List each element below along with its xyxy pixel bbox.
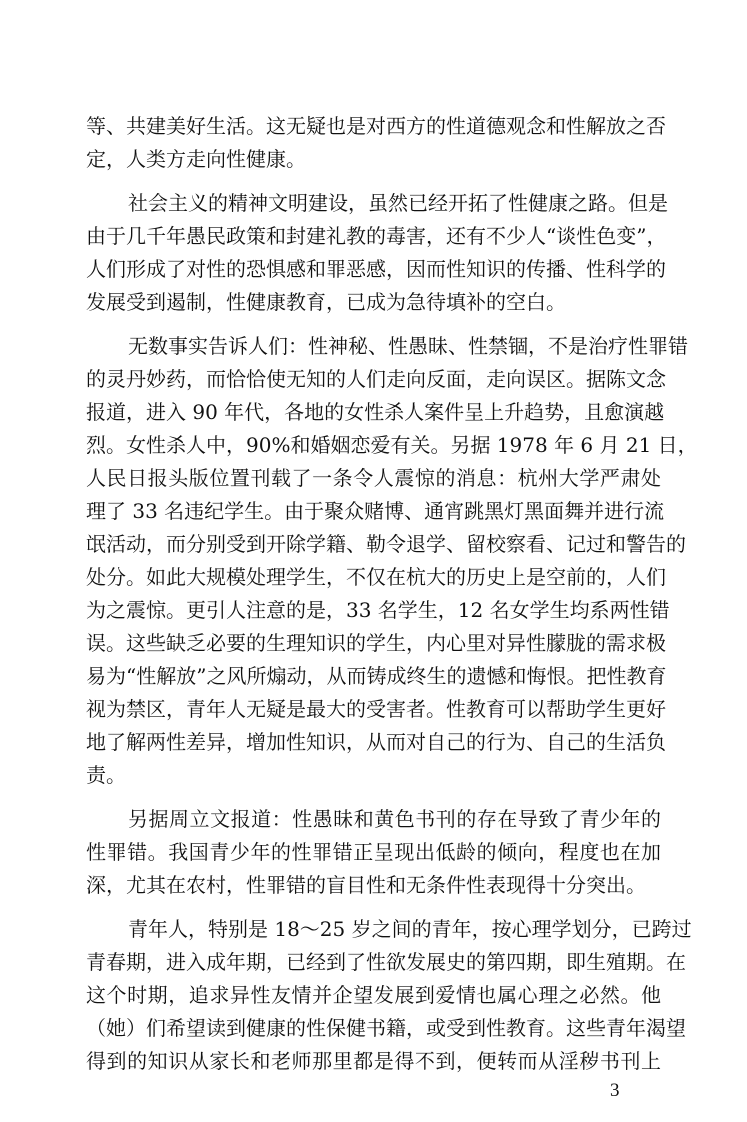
text-line: 烈。女性杀人中，90%和婚姻恋爱有关。另据 1978 年 6 月 21 日， (86, 433, 698, 457)
text-line: 深，尤其在农村，性罪错的盲目性和无条件性表现得十分突出。 (86, 873, 646, 897)
text-line: 另据周立文报道：性愚昧和黄色书刊的存在导致了青少年的 (128, 807, 661, 831)
text-line: 发展受到遏制，性健康教育，已成为急待填补的空白。 (86, 290, 566, 314)
text-line: 得到的知识从家长和老师那里都是得不到，便转而从淫秽书刊上 (86, 1049, 661, 1073)
text-line: 为之震惊。更引人注意的是，33 名学生，12 名女学生均系两性错 (86, 598, 670, 622)
paragraph (86, 187, 668, 319)
text-line: 性罪错。我国青少年的性罪错正呈现出低龄的倾向，程度也在加 (86, 840, 661, 864)
text-line: 视为禁区，青年人无疑是最大的受害者。性教育可以帮助学生更好 (86, 697, 666, 721)
paragraph (86, 913, 692, 1078)
paragraph (86, 110, 666, 176)
text-line: 误。这些缺乏必要的生理知识的学生，内心里对异性朦胧的需求极 (86, 631, 666, 655)
paragraph (86, 803, 661, 902)
text-line: 无数事实告诉人们：性神秘、性愚昧、性禁锢，不是治疗性罪错 (128, 334, 688, 358)
paragraph (86, 330, 698, 792)
text-line: 报道，进入 90 年代，各地的女性杀人案件呈上升趋势，且愈演越 (86, 400, 665, 424)
text-line: 由于几千年愚民政策和封建礼教的毒害，还有不少人“谈性色变”， (86, 224, 667, 248)
page-body (86, 110, 698, 1089)
text-line: 理了 33 名违纪学生。由于聚众赌博、通宵跳黑灯黑面舞并进行流 (86, 499, 665, 523)
text-line: 氓活动，而分别受到开除学籍、勒令退学、留校察看、记过和警告的 (86, 532, 686, 556)
text-line: 这个时期，追求异性友情并企望发展到爱情也属心理之必然。他 (86, 983, 661, 1007)
page-number: 3 (610, 1080, 620, 1101)
text-line: 地了解两性差异，增加性知识，从而对自己的行为、自己的生活负 (86, 730, 666, 754)
text-line: 处分。如此大规模处理学生，不仅在杭大的历史上是空前的，人们 (86, 565, 666, 589)
text-line: 青春期，进入成年期，已经到了性欲发展史的第四期，即生殖期。在 (86, 950, 686, 974)
text-line: 易为“性解放”之风所煽动，从而铸成终生的遗憾和悔恨。把性教育 (86, 664, 667, 688)
text-line: 等、共建美好生活。这无疑也是对西方的性道德观念和性解放之否 (86, 114, 666, 138)
text-line: 的灵丹妙药，而恰恰使无知的人们走向反面，走向误区。据陈文念 (86, 367, 666, 391)
text-line: 人民日报头版位置刊载了一条令人震惊的消息：杭州大学严肃处 (86, 466, 661, 490)
text-line: 青年人，特别是 18～25 岁之间的青年，按心理学划分，已跨过 (128, 917, 692, 941)
text-line: 人们形成了对性的恐惧感和罪恶感，因而性知识的传播、性科学的 (86, 257, 666, 281)
text-line: 社会主义的精神文明建设，虽然已经开拓了性健康之路。但是 (128, 191, 668, 215)
text-line: 责。 (86, 763, 126, 787)
text-line: 定，人类方走向性健康。 (86, 147, 306, 171)
text-line: （她）们希望读到健康的性保健书籍，或受到性教育。这些青年渴望 (86, 1016, 686, 1040)
